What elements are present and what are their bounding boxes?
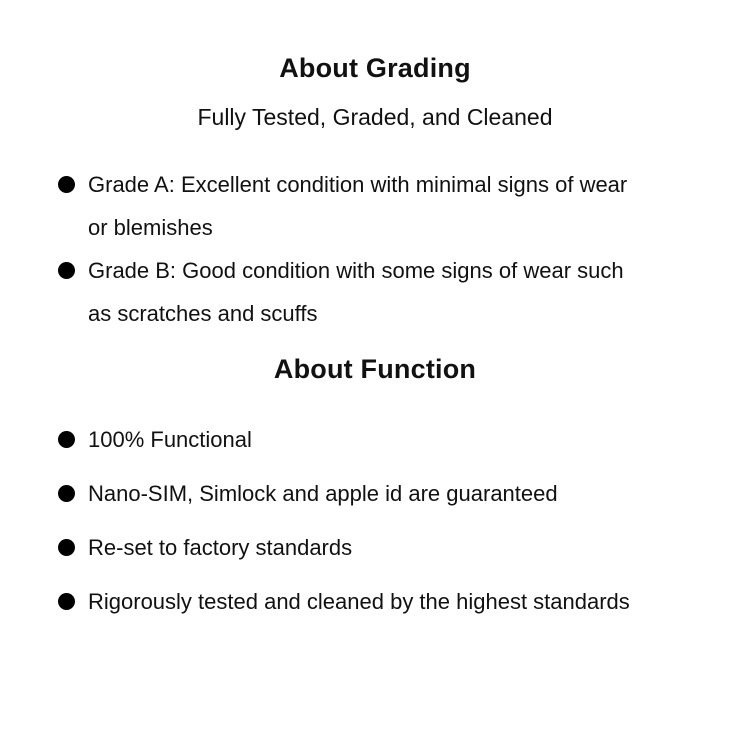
bullet-icon (58, 485, 75, 502)
grading-list (0, 163, 750, 335)
bullet-icon (58, 176, 75, 193)
list-item (58, 472, 750, 515)
list-item (58, 163, 750, 249)
grading-subtitle: Fully Tested, Graded, and Cleaned (197, 104, 553, 130)
list-item-text: 100% Functional (88, 427, 252, 452)
list-item-text: Grade A: Excellent condition with minimal signs of wear or blemishes (88, 172, 628, 240)
grading-section-title: About Grading (279, 53, 471, 83)
function-list (0, 418, 750, 623)
bullet-icon (58, 593, 75, 610)
bullet-icon (58, 431, 75, 448)
list-item (58, 580, 750, 623)
list-item-text: Re-set to factory standards (88, 535, 353, 560)
list-item (58, 418, 750, 461)
list-item-text: Nano-SIM, Simlock and apple id are guaranteed (88, 481, 558, 506)
bullet-icon (58, 539, 75, 556)
list-item (58, 249, 750, 335)
bullet-icon (58, 262, 75, 279)
list-item (58, 526, 750, 569)
list-item-text: Grade B: Good condition with some signs of wear such as scratches and scuffs (88, 258, 624, 326)
list-item-text: Rigorously tested and cleaned by the highest standards (88, 589, 630, 614)
function-section-title: About Function (273, 354, 477, 384)
